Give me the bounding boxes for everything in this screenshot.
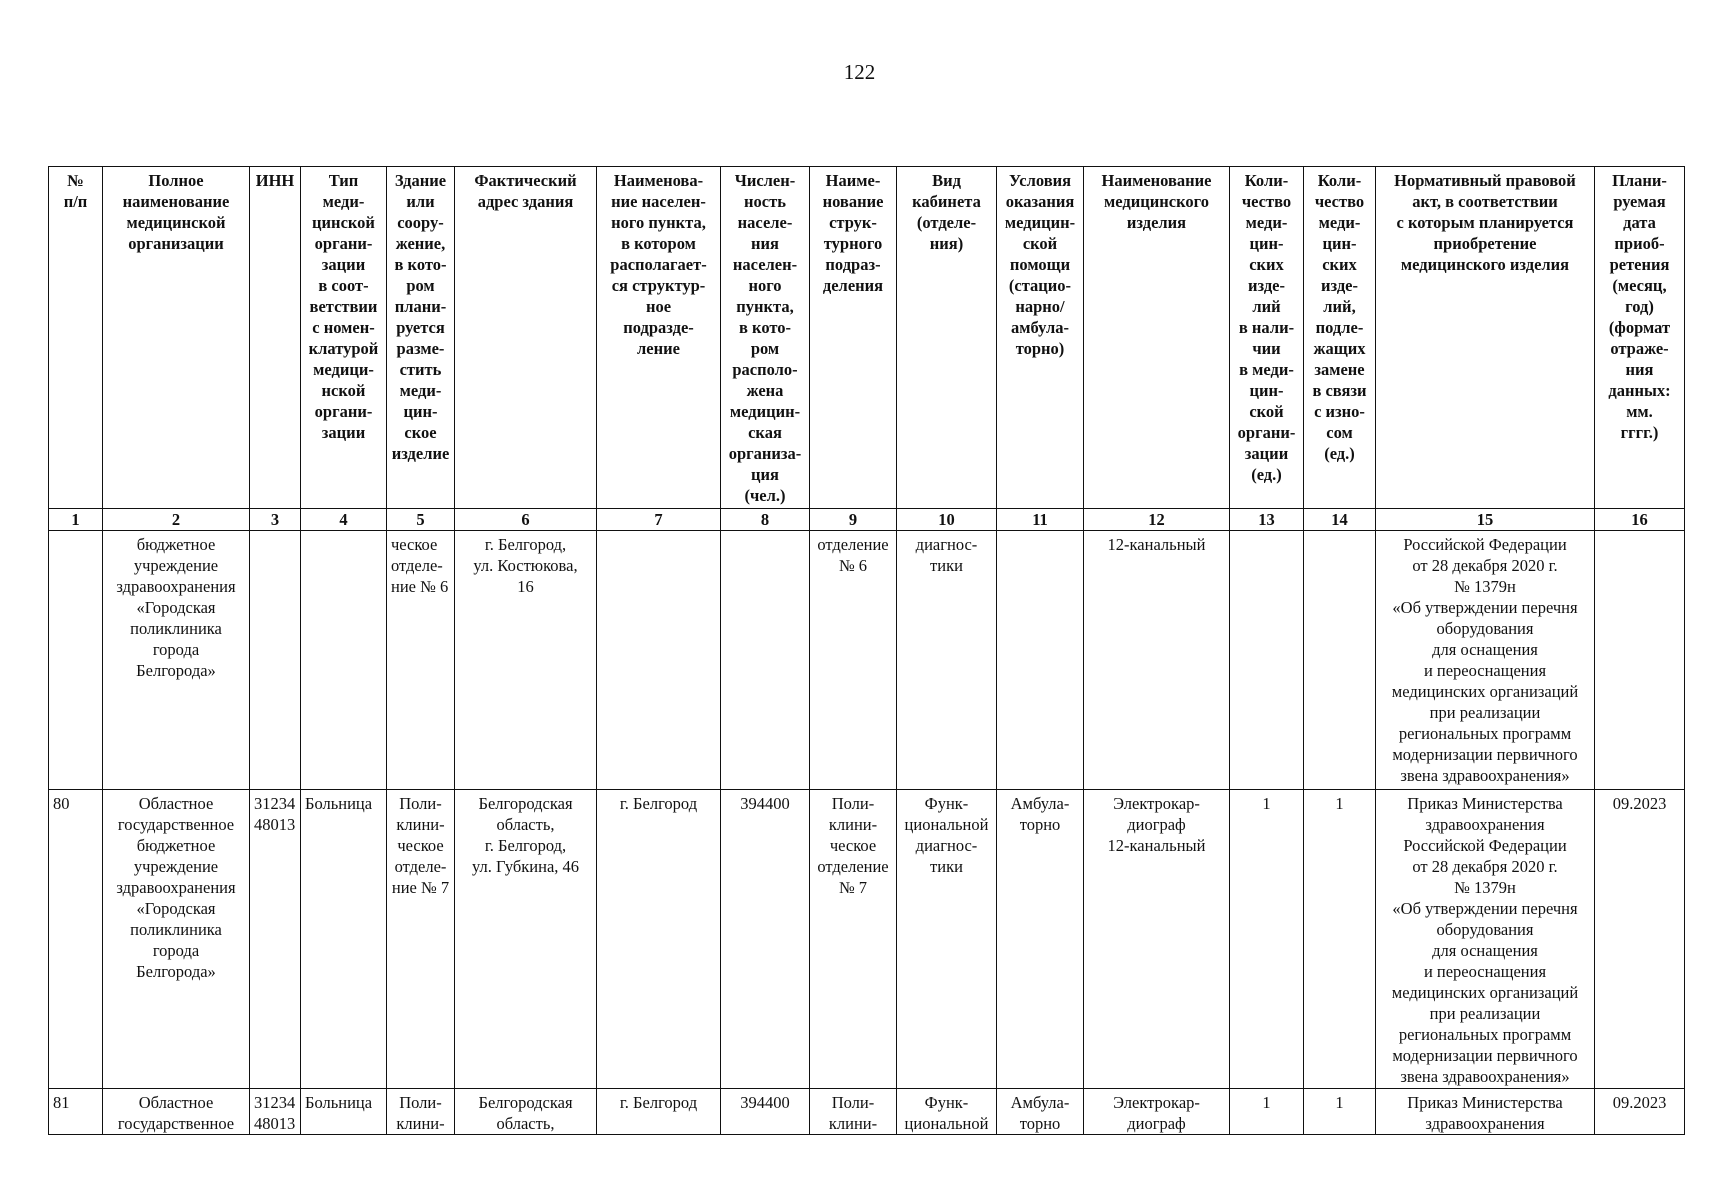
col-header-devices-replace: Коли- чество меди- цин- ских изде- лий, подле- жащих замене в связи с изно- сом (ед.): [1304, 167, 1376, 509]
table-cell: Приказ Министерства здравоохранения Российской Федерации от 28 декабря 2020 г. № 1379н «Об утверждении перечня оборудования для оснащения и переоснащения медицинских организаций при реализации региональных программ модернизации первичного звена здравоохранения»: [1376, 790, 1595, 1089]
table-cell: г. Белгород: [597, 1089, 721, 1135]
table-cell: 31234 48013: [250, 790, 301, 1089]
table-cell: 1: [1304, 790, 1376, 1089]
table-cell: 394400: [721, 1089, 810, 1135]
table-cell: [250, 531, 301, 790]
table-cell: Функ- циональной: [897, 1089, 997, 1135]
col-number: 7: [597, 509, 721, 531]
table-cell: [597, 531, 721, 790]
table-cell: 81: [49, 1089, 103, 1135]
table-cell: 1: [1230, 790, 1304, 1089]
table-cell: Больница: [301, 790, 387, 1089]
table-cell: [301, 531, 387, 790]
table-cell: Поли- клини-: [810, 1089, 897, 1135]
col-header-device-name: Наименование медицинского изделия: [1084, 167, 1230, 509]
table-cell: 12-канальный: [1084, 531, 1230, 790]
col-number: 1: [49, 509, 103, 531]
table-cell: Функ- циональной диагнос- тики: [897, 790, 997, 1089]
table-cell: Областное государственное бюджетное учреждение здравоохранения «Городская поликлиника города Белгорода»: [103, 790, 250, 1089]
table-row: [49, 1089, 1685, 1135]
col-header-cabinet-type: Вид кабинета (отделе- ния): [897, 167, 997, 509]
col-number: 16: [1595, 509, 1685, 531]
header-row: [49, 167, 1685, 509]
col-header-inn: ИНН: [250, 167, 301, 509]
table-cell: Российской Федерации от 28 декабря 2020 г. № 1379н «Об утверждении перечня оборудования для оснащения и переоснащения медицинских организаций при реализации региональных программ модернизации первичного звена здравоохранения»: [1376, 531, 1595, 790]
column-number-row: [49, 509, 1685, 531]
table-cell: г. Белгород, ул. Костюкова, 16: [455, 531, 597, 790]
table-cell: Амбула- торно: [997, 1089, 1084, 1135]
table-cell: [1304, 531, 1376, 790]
table-cell: Больница: [301, 1089, 387, 1135]
table-cell: Амбула- торно: [997, 790, 1084, 1089]
col-header-number: № п/п: [49, 167, 103, 509]
table-cell: [997, 531, 1084, 790]
table-cell: 1: [1304, 1089, 1376, 1135]
col-header-subdivision: Наиме- нование струк- турного подраз- деления: [810, 167, 897, 509]
col-number: 12: [1084, 509, 1230, 531]
table-cell: Областное государственное: [103, 1089, 250, 1135]
col-number: 11: [997, 509, 1084, 531]
page-number: 122: [843, 60, 876, 84]
col-number: 4: [301, 509, 387, 531]
table-cell: Белгородская область,: [455, 1089, 597, 1135]
table-cell: [1230, 531, 1304, 790]
col-number: 10: [897, 509, 997, 531]
table-cell: 1: [1230, 1089, 1304, 1135]
col-number: 6: [455, 509, 597, 531]
table-cell: диагнос- тики: [897, 531, 997, 790]
col-header-purchase-date: Плани- руемая дата приоб- ретения (месяц, год) (формат отраже- ния данных: мм. гггг.): [1595, 167, 1685, 509]
table-cell: 31234 48013: [250, 1089, 301, 1135]
col-header-org-name: Полное наименование медицинской организации: [103, 167, 250, 509]
col-header-settlement: Наименова- ние населен- ного пункта, в котором располагает- ся структур- ное подразде- ление: [597, 167, 721, 509]
col-header-org-type: Тип меди- цинской органи- зации в соот- ветствии с номен- клатурой медици- нской органи- зации: [301, 167, 387, 509]
col-header-building: Здание или соору- жение, в кото- ром плани- руется разме- стить меди- цин- ское изделие: [387, 167, 455, 509]
table-cell: Приказ Министерства здравоохранения: [1376, 1089, 1595, 1135]
col-header-address: Фактический адрес здания: [455, 167, 597, 509]
table-cell: Поли- клини- ческое отделе- ние № 7: [387, 790, 455, 1089]
col-header-legal-act: Нормативный правовой акт, в соответствии с которым планируется приобретение медицинского изделия: [1376, 167, 1595, 509]
table-cell: 394400: [721, 790, 810, 1089]
table-cell: [721, 531, 810, 790]
table-cell: Поли- клини-: [387, 1089, 455, 1135]
col-number: 14: [1304, 509, 1376, 531]
table-cell: 09.2023: [1595, 1089, 1685, 1135]
table-row: [49, 531, 1685, 790]
col-number: 3: [250, 509, 301, 531]
table-cell: Поли- клини- ческое отделение № 7: [810, 790, 897, 1089]
table-cell: Электрокар- диограф 12-канальный: [1084, 790, 1230, 1089]
col-number: 2: [103, 509, 250, 531]
table-cell: 09.2023: [1595, 790, 1685, 1089]
col-header-devices-available: Коли- чество меди- цин- ских изде- лий в нали- чии в меди- цин- ской органи- зации (ед.): [1230, 167, 1304, 509]
table-cell: г. Белгород: [597, 790, 721, 1089]
table-cell: [49, 531, 103, 790]
table-cell: Электрокар- диограф: [1084, 1089, 1230, 1135]
table-cell: 80: [49, 790, 103, 1089]
table-cell: [1595, 531, 1685, 790]
table-cell: бюджетное учреждение здравоохранения «Городская поликлиника города Белгорода»: [103, 531, 250, 790]
col-header-care-conditions: Условия оказания медицин- ской помощи (стацио- нарно/ амбула- торно): [997, 167, 1084, 509]
table-cell: ческое отделе- ние № 6: [387, 531, 455, 790]
col-header-population: Числен- ность населе- ния населен- ного пункта, в кото- ром располо- жена медицин- ская организа- ция (чел.): [721, 167, 810, 509]
col-number: 9: [810, 509, 897, 531]
equipment-table: [48, 166, 1685, 1135]
table-row: [49, 790, 1685, 1089]
col-number: 8: [721, 509, 810, 531]
table-cell: отделение № 6: [810, 531, 897, 790]
col-number: 5: [387, 509, 455, 531]
col-number: 13: [1230, 509, 1304, 531]
col-number: 15: [1376, 509, 1595, 531]
table-cell: Белгородская область, г. Белгород, ул. Губкина, 46: [455, 790, 597, 1089]
